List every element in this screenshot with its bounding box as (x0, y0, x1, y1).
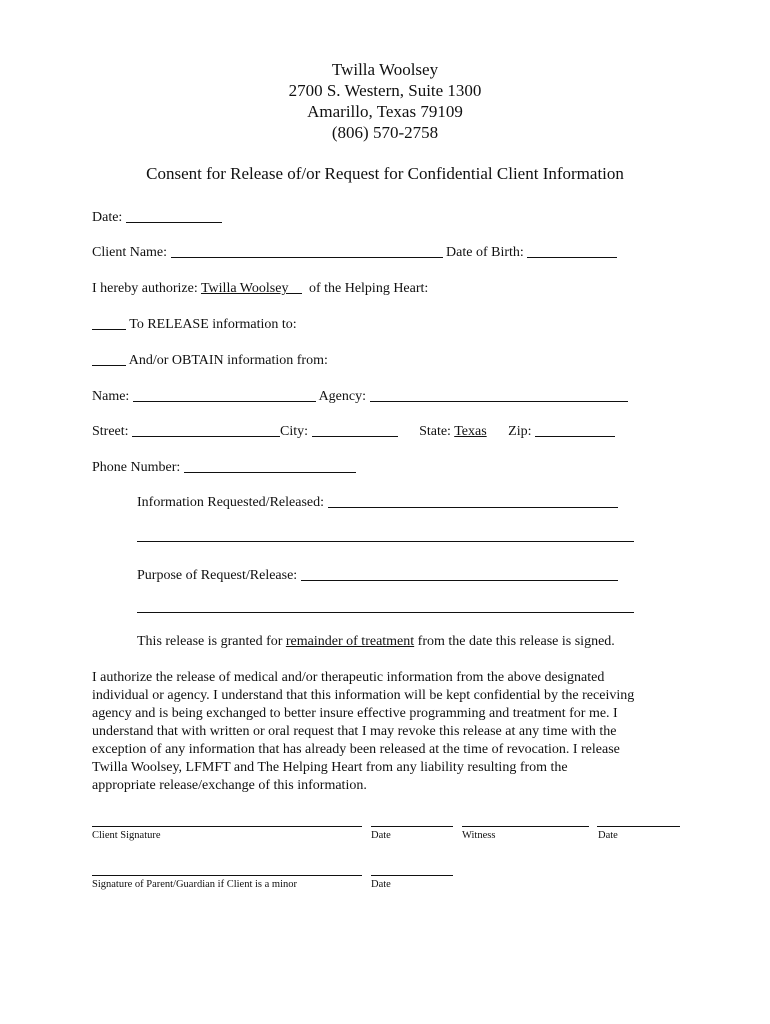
release-statement-prefix: This release is granted for (137, 634, 283, 649)
dob-label: Date of Birth: (446, 245, 524, 260)
purpose-field[interactable] (301, 566, 618, 581)
witness-line[interactable] (462, 826, 589, 827)
obtain-row (92, 349, 328, 369)
parent-signature-line[interactable] (92, 875, 362, 876)
purpose-label: Purpose of Request/Release: (137, 568, 298, 583)
paragraph-line: understand that with written or oral request that I may revoke this release at any time with the (92, 724, 617, 739)
name-agency-row (92, 385, 628, 405)
info-row (137, 491, 618, 511)
name-field[interactable] (133, 387, 316, 402)
state-label: State: (419, 424, 451, 439)
client-signature-label: Client Signature (92, 830, 161, 841)
address-row (92, 420, 615, 440)
name-label: Name: (92, 389, 130, 404)
date1-label: Date (371, 830, 391, 841)
client-name-field[interactable] (171, 243, 443, 258)
paragraph-line: Twilla Woolsey, LFMFT and The Helping Heart from any liability resulting from the (92, 760, 568, 775)
date2-label: Date (598, 830, 618, 841)
date-label: Date: (92, 210, 123, 225)
form-title: Consent for Release of/or Request for Confidential Client Information (146, 164, 624, 183)
practitioner-city: Amarillo, Texas 79109 (307, 102, 463, 121)
witness-label: Witness (462, 830, 496, 841)
city-field[interactable] (312, 422, 398, 437)
release-statement-suffix: from the date this release is signed. (417, 634, 615, 649)
date-row (92, 206, 222, 226)
paragraph-line: individual or agency. I understand that this information will be kept confidential by the receiving (92, 688, 635, 703)
date1-line[interactable] (371, 826, 453, 827)
paragraph-line: appropriate release/exchange of this information. (92, 778, 367, 793)
zip-label: Zip: (508, 424, 532, 439)
client-signature-line[interactable] (92, 826, 362, 827)
agency-field[interactable] (370, 387, 628, 402)
street-field[interactable] (132, 422, 280, 437)
obtain-label: And/or OBTAIN information from: (128, 353, 328, 368)
release-statement (137, 634, 615, 650)
date3-line[interactable] (371, 875, 453, 876)
dob-field[interactable] (527, 243, 617, 258)
agency-label: Agency: (318, 389, 366, 404)
authorize-value-tail (288, 279, 302, 294)
authorize-row (92, 277, 428, 297)
phone-label: Phone Number: (92, 460, 181, 475)
date3-label: Date (371, 879, 391, 890)
authorize-label: I hereby authorize: (92, 281, 198, 296)
paragraph-line: I authorize the release of medical and/or therapeutic information from the above designated (92, 670, 605, 685)
street-label: Street: (92, 424, 129, 439)
state-value[interactable]: Texas (454, 424, 487, 439)
phone-field[interactable] (184, 458, 356, 473)
client-name-row (92, 241, 617, 261)
paragraph-line: agency and is being exchanged to better insure effective programming and treatment for me. I (92, 706, 618, 721)
date-field[interactable] (126, 208, 222, 223)
authorization-paragraph (92, 669, 682, 795)
parent-signature-label: Signature of Parent/Guardian if Client is a minor (92, 879, 297, 890)
purpose-continuation-line[interactable] (137, 612, 634, 613)
release-checkbox-line[interactable] (92, 315, 126, 330)
client-name-label: Client Name: (92, 245, 168, 260)
purpose-row (137, 564, 618, 584)
info-field[interactable] (328, 493, 618, 508)
authorize-value[interactable]: Twilla Woolsey (200, 281, 289, 296)
practitioner-phone: (806) 570-2758 (331, 123, 439, 142)
release-label: To RELEASE information to: (129, 317, 297, 332)
practitioner-name: Twilla Woolsey (331, 60, 439, 79)
zip-field[interactable] (535, 422, 615, 437)
obtain-checkbox-line[interactable] (92, 351, 126, 366)
paragraph-line: exception of any information that has already been released at the time of revocation. I release (92, 742, 620, 757)
date2-line[interactable] (597, 826, 680, 827)
practitioner-address: 2700 S. Western, Suite 1300 (288, 81, 482, 100)
phone-row (92, 456, 356, 476)
info-continuation-line[interactable] (137, 541, 634, 542)
authorize-suffix: of the Helping Heart: (308, 281, 429, 296)
city-label: City: (280, 424, 309, 439)
info-label: Information Requested/Released: (137, 495, 324, 510)
release-duration-value[interactable]: remainder of treatment (285, 634, 415, 649)
release-row (92, 313, 297, 333)
